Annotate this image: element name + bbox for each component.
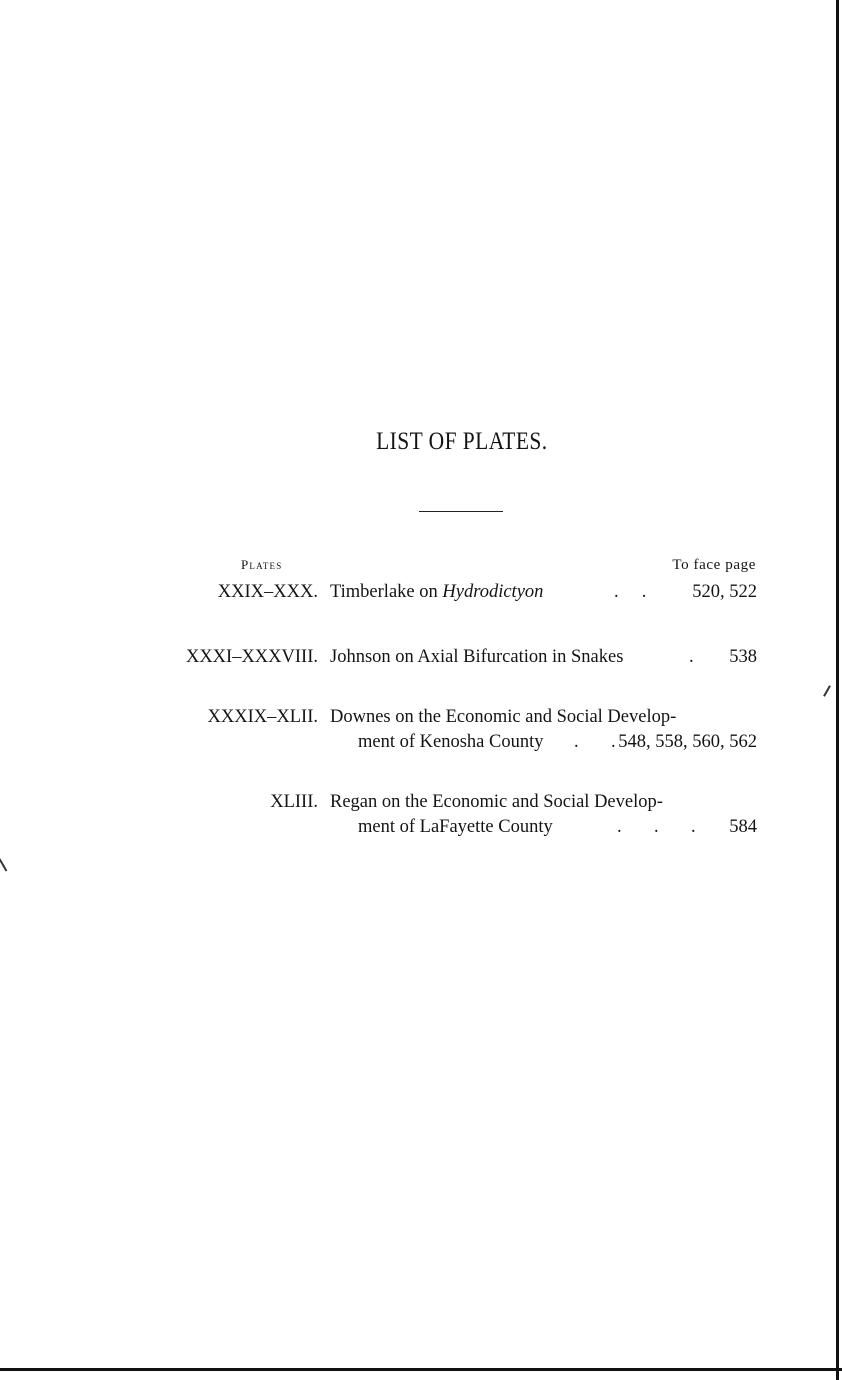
plates-column-header: Plates	[241, 557, 283, 572]
plate-numbers: XLIII.	[270, 792, 318, 812]
leader-dots: . .	[574, 732, 616, 752]
scan-mark-left	[0, 858, 7, 871]
plate-numbers: XXXIX–XLII.	[207, 707, 318, 727]
scan-edge-right	[836, 0, 839, 1380]
leader-dots: . . .	[617, 817, 696, 837]
description-italic: Hydrodictyon	[442, 582, 544, 602]
plate-description: Downes on the Economic and Social Develop-	[330, 707, 677, 727]
plate-description-continued: ment of Kenosha County	[358, 732, 544, 752]
title-rule	[419, 511, 503, 512]
plate-numbers: XXIX–XXX.	[217, 582, 318, 602]
page-title: LIST OF PLATES.	[376, 428, 548, 455]
plate-description-continued: ment of LaFayette County	[358, 817, 553, 837]
scan-edge-bottom	[0, 1368, 842, 1371]
face-page-column-header: To face page	[672, 557, 756, 573]
plate-description: Regan on the Economic and Social Develop-	[330, 792, 663, 812]
leader-dots: .	[689, 647, 694, 667]
scan-mark-right	[823, 685, 831, 696]
face-page-numbers: 520, 522	[692, 582, 757, 602]
plate-description: Johnson on Axial Bifurcation in Snakes	[330, 647, 624, 667]
plate-description	[330, 582, 543, 603]
face-page-numbers: 538	[729, 647, 757, 667]
description-text: Timberlake on	[330, 582, 443, 602]
face-page-numbers: 548, 558, 560, 562	[618, 732, 757, 752]
leader-dots: . .	[614, 582, 647, 602]
plate-numbers: XXXI–XXXVIII.	[185, 647, 318, 667]
face-page-numbers: 584	[729, 817, 757, 837]
